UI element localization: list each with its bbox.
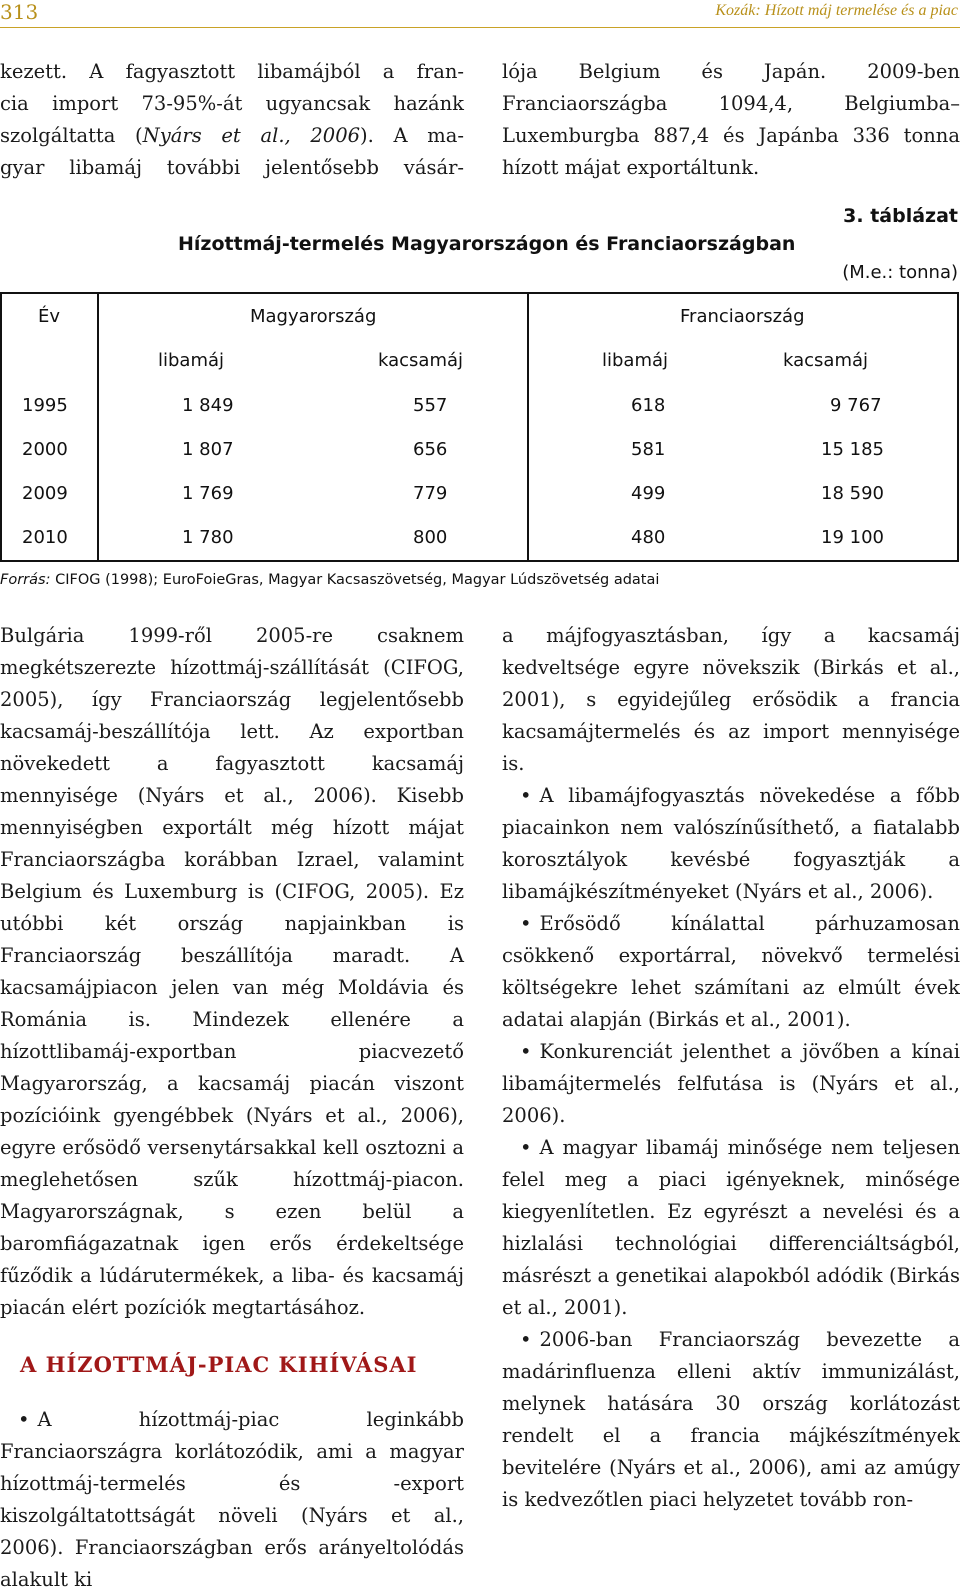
subheader-hu-goose: libamáj [158,350,225,371]
table-unit: (M.e.: tonna) [842,262,958,283]
subheader-hu-duck: kacsamáj [378,350,464,371]
source-text: CIFOG (1998); EuroFoieGras, Magyar Kacsaszövetség, Magyar Lúdszövetség adatai [50,572,660,588]
cell-fr-goose: 618 [631,395,666,416]
bullet-item: • Erősödő kínálattal párhuzamosan csökkenő exportárral, növekvő termelési költségekre lehet számítani az elmúlt évek adatai alapján (Birkás et al., 2001). [502,908,960,1036]
table-label: 3. táblázat [843,205,958,227]
bullet-list-left [0,1404,464,1596]
page-header [0,0,960,28]
cell-hu-goose: 1 807 [182,439,234,460]
citation: Nyárs et al., 2006 [142,124,361,147]
header-hungary: Magyarország [250,306,377,327]
paragraph: lója Belgium és Japán. 2009-ben Franciaországba 1094,4, Belgiumba–Luxemburgba 887,4 és Japánba 336 tonna hízott májat exportáltunk. [502,60,960,179]
bullet-item: • A libamájfogyasztás növekedése a főbb piacainkon nem valószínűsíthető, a fiatalabb korosztályok kevésbé fogyasztják a libamájkészítményeket (Nyárs et al., 2006). [502,780,960,908]
cell-year: 2010 [22,527,68,548]
bullet-item: • Konkurenciát jelenthet a jövőben a kínai libamájtermelés felfutása is (Nyárs et al., 2006). [502,1036,960,1132]
cell-fr-goose: 581 [631,439,666,460]
text-line [0,120,464,152]
cell-fr-duck: 18 590 [821,483,884,504]
text-fragment: szolgáltatta ( [0,124,143,147]
paragraph: a májfogyasztásban, így a kacsamáj kedveltsége egyre növekszik (Birkás et al., 2001), s egyidejűleg erősödik a francia kacsamájtermelés és az import mennyisége is. [502,624,960,775]
cell-hu-duck: 800 [413,527,448,548]
cell-hu-goose: 1 780 [182,527,234,548]
top-right-column [502,56,960,184]
data-table [0,292,959,562]
subheader-fr-duck: kacsamáj [783,350,869,371]
bullet-item: • A hízottmáj-piac leginkább Franciaországra korlátozódik, ami a magyar hízottmáj-termelés és -export kiszolgáltatottságát növeli (Nyárs et al., 2006). Franciaországban erős arányeltolódás alakult ki [0,1404,464,1596]
cell-hu-duck: 557 [413,395,448,416]
header-year: Év [38,306,61,327]
cell-year: 2009 [22,483,68,504]
text-line: kezett. A fagyasztott libamájból a fran- [0,60,464,83]
section-heading: A HÍZOTTMÁJ-PIAC KIHÍVÁSAI [20,1352,418,1377]
bullet-item: • A magyar libamáj minősége nem teljesen felel meg a piaci igényeknek, minősége kiegyenlítetlen. Ez egyrészt a nevelési és a hizlalási technológiai differenciáltságból, másrészt a genetikai alapokból adódik (Birkás et al., 2001). [502,1132,960,1324]
bottom-left-column [0,620,464,1324]
bullet-item: • 2006-ban Franciaország bevezette a madárinfluenza elleni aktív immunizálást, melynek hatására 30 ország korlátozást rendelt el a francia májkészítmények bevitelére (Nyárs et al., 2006), ami az amúgy is kedvezőtlen piaci helyzetet tovább ron- [502,1324,960,1516]
cell-hu-duck: 779 [413,483,448,504]
cell-hu-duck: 656 [413,439,448,460]
running-head: Kozák: Hízott máj termelése és a piac [715,2,958,19]
header-france: Franciaország [680,306,805,327]
source-label: Forrás: [0,572,51,588]
cell-fr-duck: 19 100 [821,527,884,548]
table-source [0,572,659,588]
cell-year: 2000 [22,439,68,460]
cell-year: 1995 [22,395,68,416]
text-line: cia import 73-95%-át ugyancsak hazánk [0,92,464,115]
subheader-fr-goose: libamáj [602,350,669,371]
top-left-column [0,56,464,184]
text-fragment: ). A ma- [360,124,465,147]
table-title: Hízottmáj-termelés Magyarországon és Franciaországban [178,233,796,255]
cell-hu-goose: 1 849 [182,395,234,416]
cell-hu-goose: 1 769 [182,483,234,504]
page-number: 313 [0,0,39,24]
cell-fr-goose: 480 [631,527,666,548]
cell-fr-goose: 499 [631,483,666,504]
text-line: gyar libamáj további jelentősebb vásár- [0,156,464,179]
table-divider [527,294,529,560]
cell-fr-duck: 15 185 [821,439,884,460]
bottom-right-column [502,620,960,1516]
paragraph: Bulgária 1999-ről 2005-re csaknem megkétszerezte hízottmáj-szállítását (CIFOG, 2005), így Franciaország legjelentősebb kacsamáj-beszállítója lett. Az exportban növekedett a fagyasztott kacsamáj mennyisége (Nyárs et al., 2006). Kisebb mennyiségben exportált még hízott májat Franciaországba korábban Izrael, valamint Belgium és Luxemburg is (CIFOG, 2005). Ez utóbbi két ország napjainkban is Franciaország beszállítója maradt. A kacsamájpiacon jelen van még Moldávia és Románia is. Mindezek ellenére a hízottlibamáj-exportban piacvezető Magyarország, a kacsamáj piacán viszont pozícióink gyengébbek (Nyárs et al., 2006), egyre erősödő versenytársakkal kell osztozni a meglehetősen szűk hízottmáj-piacon. Magyarországnak, s ezen belül a baromfiágazatnak igen erős érdekeltsége fűződik a lúdárutermékek, a liba- és kacsamáj piacán elért pozíciók megtartásához. [0,624,464,1319]
cell-fr-duck: 9 767 [830,395,882,416]
table-divider [97,294,99,560]
